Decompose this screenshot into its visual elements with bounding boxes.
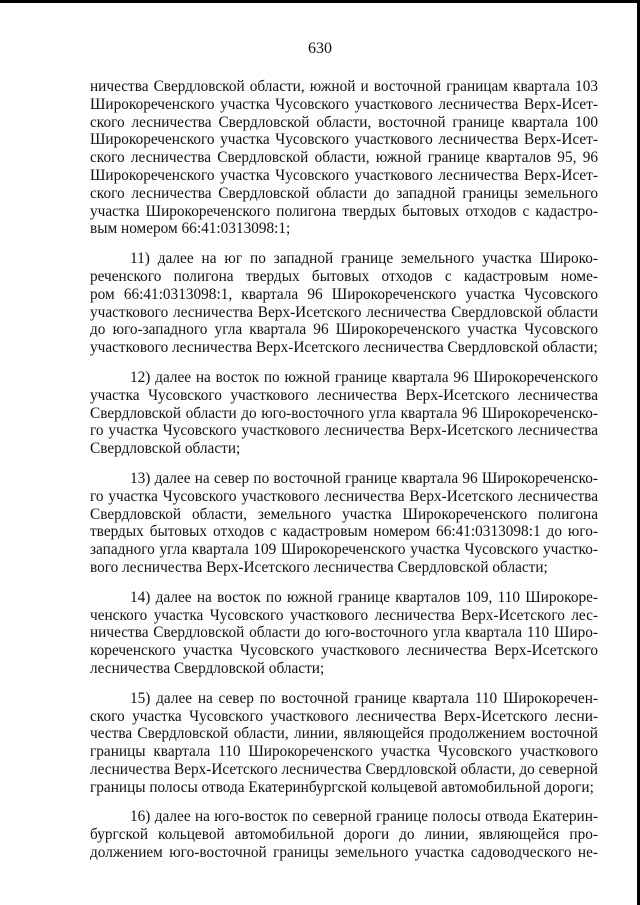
text-line: 14) далее на восток по южной границе кварталов 109, 110 Широкоре- <box>130 588 598 606</box>
paragraph <box>90 470 598 577</box>
text-line: лесничества Верх-Исетского лесничества Свердловской области, до северной <box>90 760 598 778</box>
paragraph <box>90 250 598 357</box>
text-line: ром 66:41:0313098:1, квартала 96 Широкореченского участка Чусовского <box>90 285 598 303</box>
text-line: 12) далее на восток по южной границе квартала 96 Широкореченского <box>130 368 598 386</box>
text-line: 16) далее на юго-восток по северной границе полосы отвода Екатерин- <box>130 808 598 826</box>
text-line: ского лесничества Свердловской области, южной границе кварталов 95, 96 <box>90 149 598 167</box>
text-line: ского лесничества Свердловской области до западной границы земельного <box>90 184 598 202</box>
text-line: ченского участка Чусовского участкового лесничества Верх-Исетского лес- <box>90 606 598 624</box>
text-line: 13) далее на север по восточной границе квартала 96 Широкореченско- <box>130 469 598 487</box>
scan-border-top <box>0 0 640 3</box>
paragraph <box>90 690 598 797</box>
text-line: го участка Чусовского участкового лесничества Верх-Исетского лесничества <box>90 422 598 440</box>
text-line: твердых бытовых отходов с кадастровым номером 66:41:0313098:1 до юго- <box>90 523 598 541</box>
text-line: кореченского участка Чусовского участкового лесничества Верх-Исетского <box>90 642 598 660</box>
text-line: участкового лесничества Верх-Исетского лесничества Свердловской области; <box>90 339 598 357</box>
text-line: западного угла квартала 109 Широкореченского участка Чусовского участко- <box>90 541 598 559</box>
text-line: бургской кольцевой автомобильной дороги до линии, являющейся про- <box>90 826 598 844</box>
text-line: Свердловской области до юго-восточного угла квартала 96 Широкореченско- <box>90 404 598 422</box>
text-line: должением юго-восточной границы земельного участка садоводческого не- <box>90 844 598 862</box>
text-line: лесничества Свердловской области; <box>90 659 325 677</box>
text-line: 15) далее на север по восточной границе квартала 110 Широкоречен- <box>130 689 598 707</box>
page-number: 630 <box>308 40 332 57</box>
text-line: участкового лесничества Верх-Исетского лесничества Свердловской области <box>90 303 598 321</box>
text-line: чества Свердловской области, линии, являющейся продолжением восточной <box>90 725 598 743</box>
paragraph <box>90 369 598 458</box>
text-line: до юго-западного угла квартала 96 Широкореченского участка Чусовского <box>90 321 598 339</box>
text-line: ничества Свердловской области, южной и восточной границам квартала 103 <box>90 78 598 95</box>
text-line: вого лесничества Верх-Исетского лесничества Свердловской области; <box>90 558 548 576</box>
text-line: участка Чусовского участкового лесничества Верх-Исетского лесничества <box>90 386 598 404</box>
text-line: реченского полигона твердых бытовых отходов с кадастровым номе- <box>90 267 598 285</box>
paragraph <box>90 78 598 238</box>
text-line: ского лесничества Свердловской области, восточной границе квартала 100 <box>90 113 598 131</box>
text-line: Широкореченского участка Чусовского участкового лесничества Верх-Исет- <box>90 95 598 113</box>
text-line: Широкореченского участка Чусовского участкового лесничества Верх-Исет- <box>90 166 598 184</box>
document-body <box>90 78 598 862</box>
text-line: границы квартала 110 Широкореченского участка Чусовского участкового <box>90 743 598 761</box>
text-line: го участка Чусовского участкового лесничества Верх-Исетского лесничества <box>90 487 598 505</box>
paragraph <box>90 808 598 861</box>
paragraph <box>90 589 598 678</box>
text-line: ничества Свердловской области до юго-восточного угла квартала 110 Широ- <box>90 624 598 642</box>
text-line: ского участка Чусовского участкового лесничества Верх-Исетского лесни- <box>90 707 598 725</box>
text-line: границы полосы отвода Екатеринбургской кольцевой автомобильной дороги; <box>90 778 594 796</box>
text-line: вым номером 66:41:0313098:1; <box>90 220 291 238</box>
text-line: Свердловской области; <box>90 440 241 458</box>
text-line: Широкореченского участка Чусовского участкового лесничества Верх-Исет- <box>90 131 598 149</box>
text-line: Свердловской области, земельного участка Широкореченского полигона <box>90 505 598 523</box>
text-line: 11) далее на юг по западной границе земельного участка Широко- <box>130 250 598 268</box>
text-line: участка Широкореченского полигона твердых бытовых отходов с кадастро- <box>90 202 598 220</box>
